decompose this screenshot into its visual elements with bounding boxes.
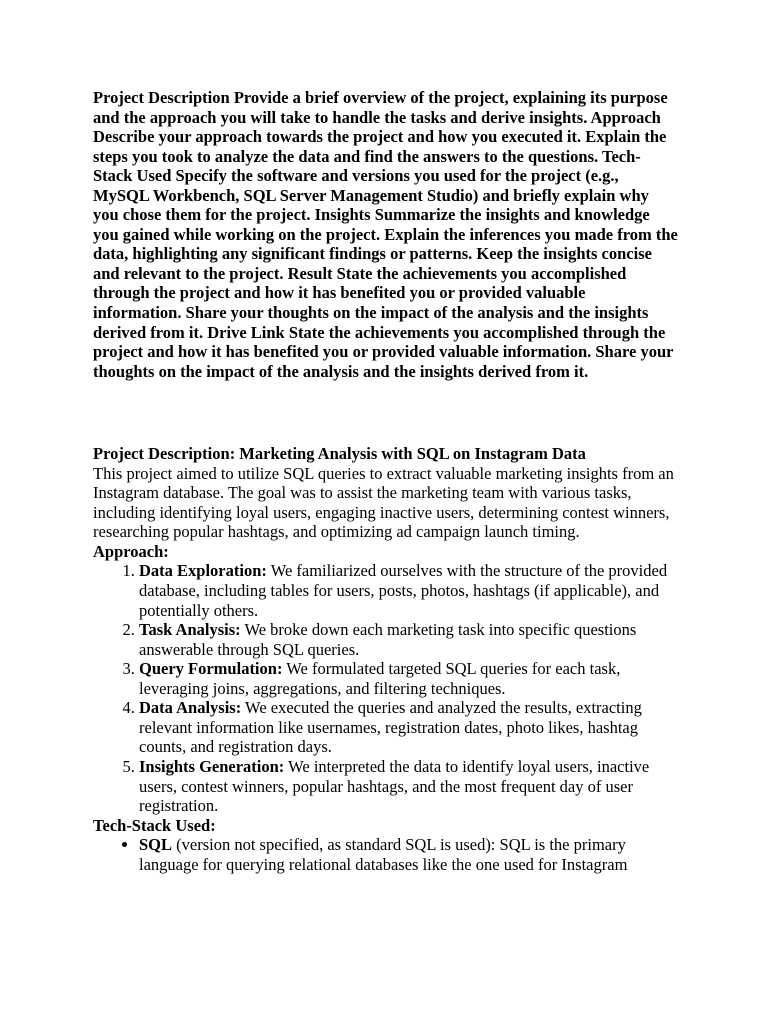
step-text: We formulated targeted SQL queries for each task, leveraging joins, aggregations, and filtering techniques. xyxy=(139,659,621,698)
step-text: We broke down each marketing task into specific questions answerable through SQL queries. xyxy=(139,620,637,659)
step-text: We familiarized ourselves with the structure of the provided database, including tables for users, posts, photos, hashtags (if applicable), and potentially others. xyxy=(139,561,668,620)
approach-heading: Approach: xyxy=(93,541,169,561)
list-item xyxy=(139,757,678,816)
tech-text: (version not specified, as standard SQL is used): SQL is the primary language for querying relational databases like the one used for Instagram xyxy=(139,835,628,874)
approach-steps-list xyxy=(93,561,678,815)
list-item xyxy=(139,561,678,620)
step-label: Query Formulation: xyxy=(139,659,283,679)
tech-stack-heading: Tech-Stack Used: xyxy=(93,815,216,835)
list-item xyxy=(139,698,678,757)
instructions-paragraph: Project Description Provide a brief overview of the project, explaining its purpose and the approach you will take to handle the tasks and derive insights. Approach Describe your approach towards the project and how you executed it. Explain the steps you took to analyze the data and find the answers to the questions. Tech-Stack Used Specify the software and versions you used for the project (e.g., MySQL Workbench, SQL Server Management Studio) and briefly explain why you chose them for the project. Insights Summarize the insights and knowledge you gained while working on the project. Explain the inferences you made from the data, highlighting any significant findings or patterns. Keep the insights concise and relevant to the project. Result State the achievements you accomplished through the project and how it has benefited you or provided valuable information. Share your thoughts on the impact of the analysis and the insights derived from it. Drive Link State the achievements you accomplished through the project and how it has benefited you or provided valuable information. Share your thoughts on the impact of the analysis and the insights derived from it. xyxy=(93,88,678,381)
step-text: We interpreted the data to identify loyal users, inactive users, contest winners, popular hashtags, and the most frequent day of user registration. xyxy=(139,756,650,816)
step-label: Data Analysis: xyxy=(139,698,242,718)
step-label: Data Exploration: xyxy=(139,561,267,581)
step-label: Insights Generation: xyxy=(139,756,285,776)
list-item xyxy=(139,835,678,874)
list-item xyxy=(139,620,678,659)
list-item xyxy=(139,659,678,698)
step-label: Task Analysis: xyxy=(139,620,241,640)
document-page xyxy=(93,88,678,874)
section-spacer xyxy=(93,381,678,444)
tech-stack-list xyxy=(93,835,678,874)
project-title: Project Description: Marketing Analysis with SQL on Instagram Data xyxy=(93,444,586,464)
step-text: We executed the queries and analyzed the results, extracting relevant information like usernames, registration dates, photo likes, hashtag counts, and registration days. xyxy=(139,698,642,757)
tech-label: SQL xyxy=(139,835,173,855)
project-description: This project aimed to utilize SQL queries to extract valuable marketing insights from an Instagram database. The goal was to assist the marketing team with various tasks, including identifying loyal users, engaging inactive users, determining contest winners, researching popular hashtags, and optimizing ad campaign launch timing. xyxy=(93,463,674,542)
